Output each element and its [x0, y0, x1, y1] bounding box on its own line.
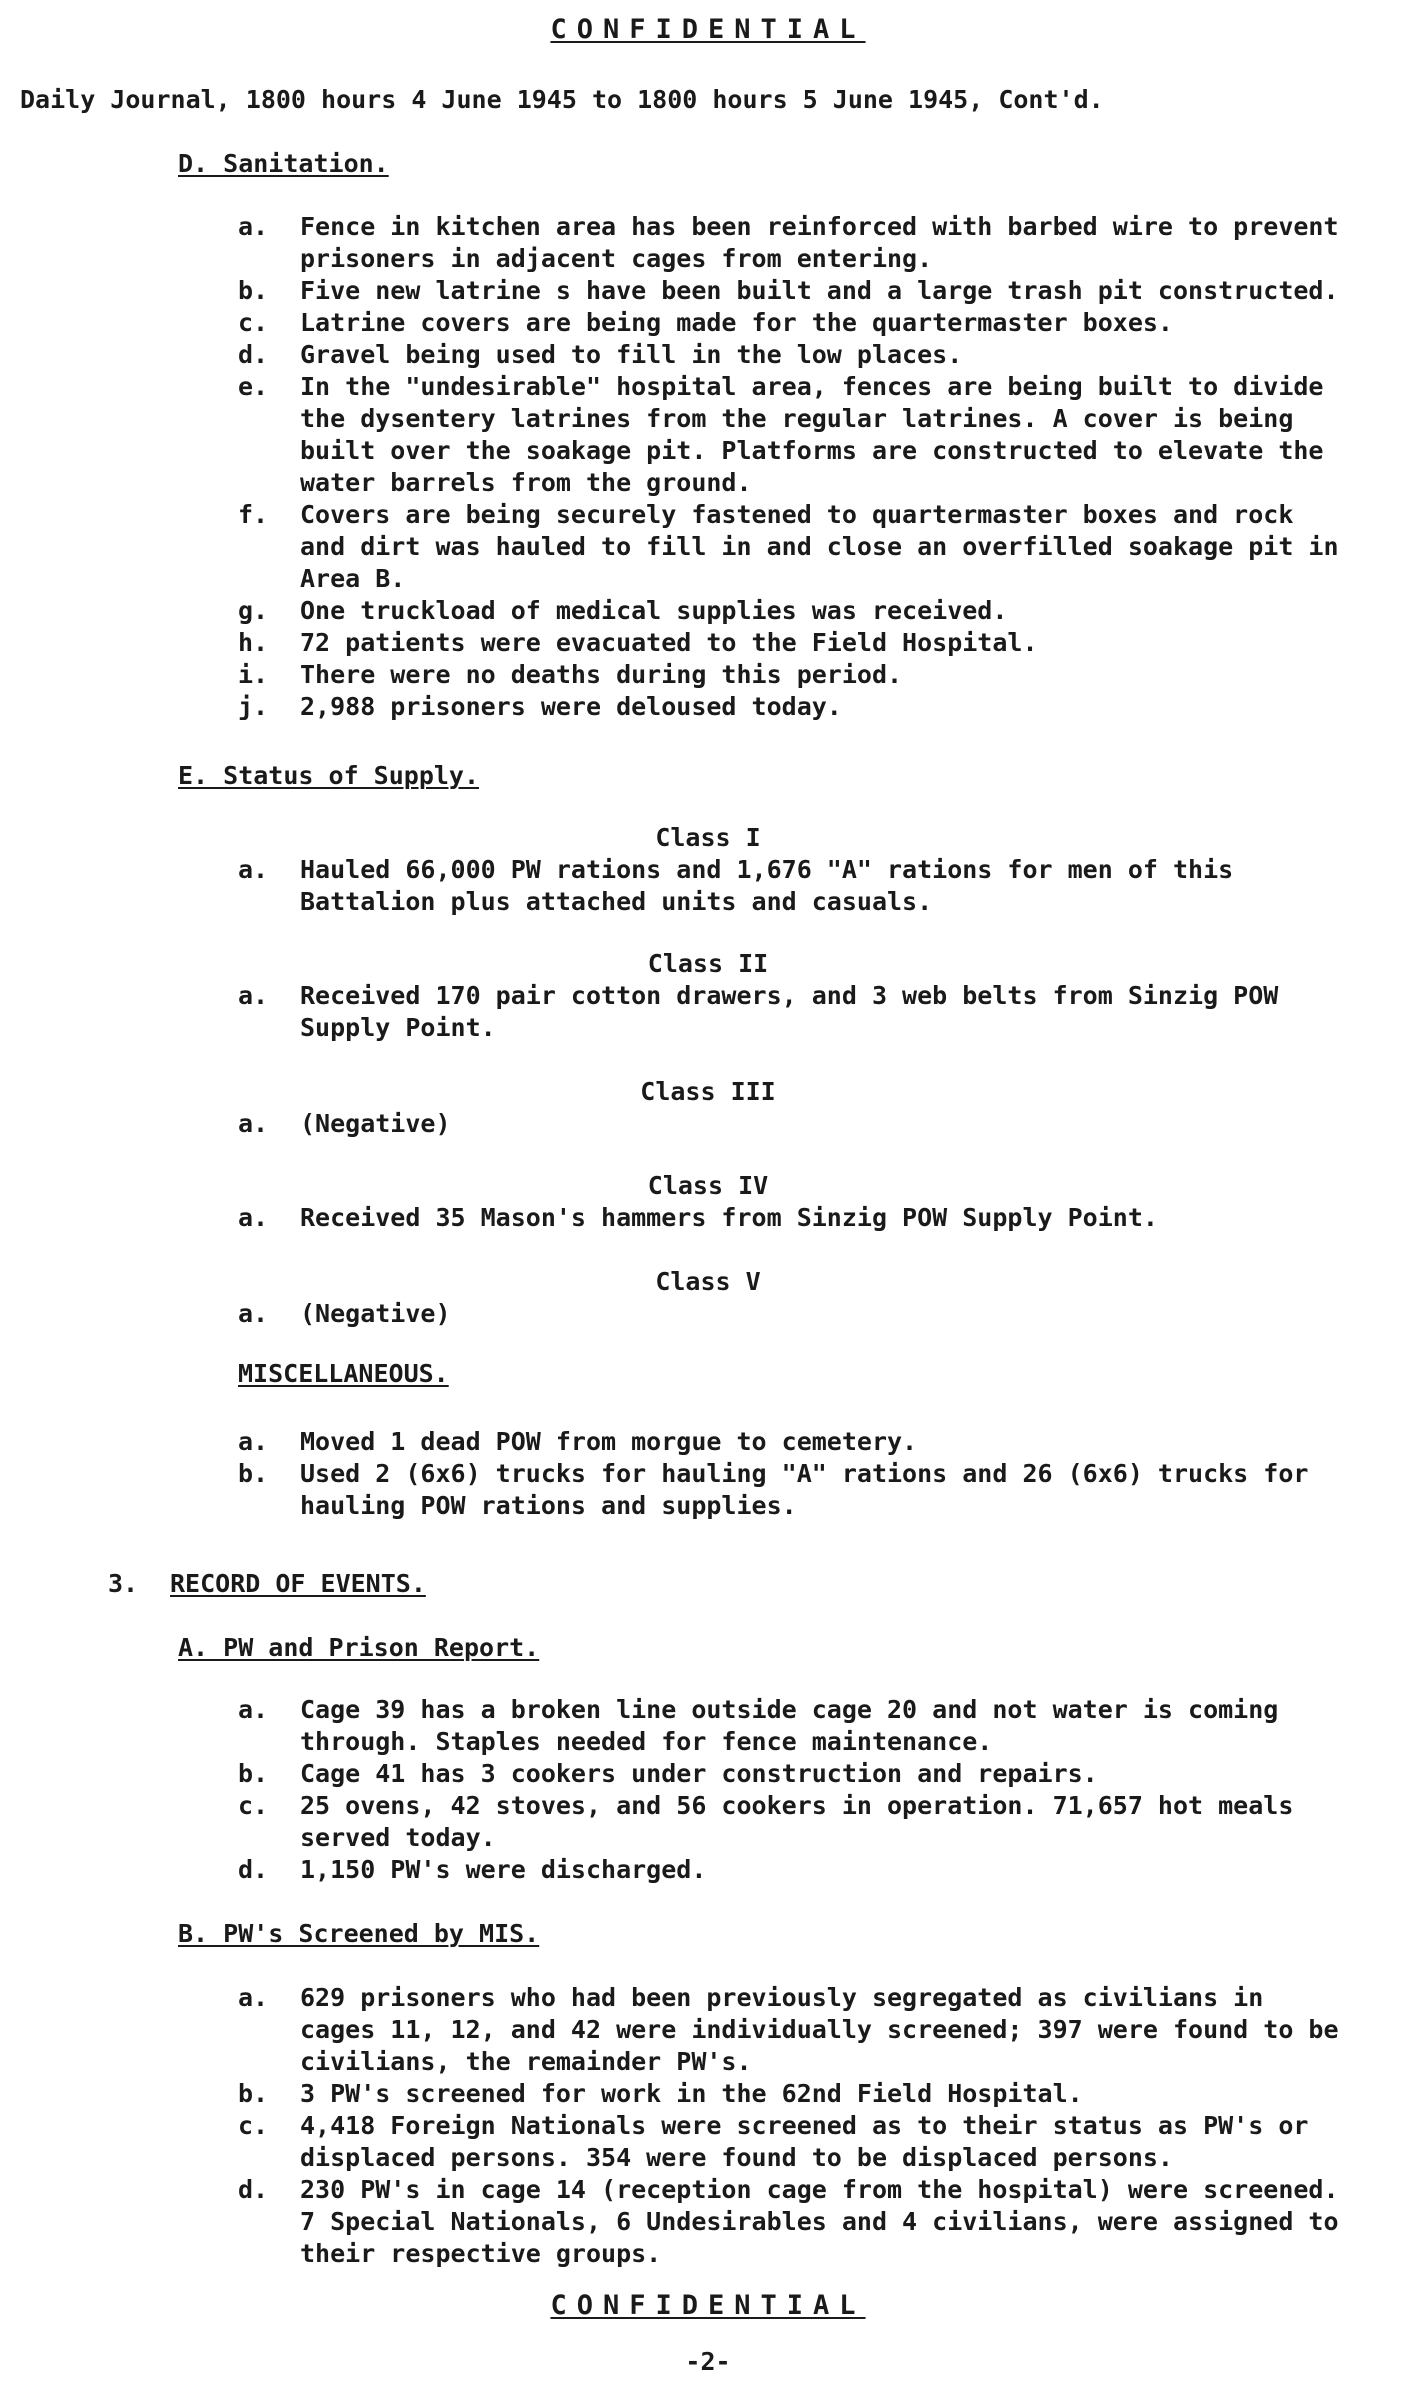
page-number: -2- — [685, 2347, 731, 2376]
classification-header: CONFIDENTIAL — [550, 14, 866, 45]
class-heading: Class II — [647, 949, 769, 978]
subsection-heading-screened: B. PW's Screened by MIS. — [178, 1919, 540, 1948]
class-heading: Class IV — [647, 1171, 769, 1200]
class-heading: Class I — [655, 823, 761, 852]
section-heading-sanitation: D. Sanitation. — [178, 149, 389, 178]
journal-line: Daily Journal, 1800 hours 4 June 1945 to 1800 hours 5 June 1945, Cont'd. — [20, 85, 1104, 114]
class-heading: Class III — [640, 1077, 776, 1106]
section-heading-events: RECORD OF EVENTS. — [170, 1569, 426, 1598]
section-number: 3. — [108, 1569, 139, 1598]
subsection-heading-pw-prison: A. PW and Prison Report. — [178, 1633, 540, 1662]
misc-heading: MISCELLANEOUS. — [238, 1359, 449, 1388]
document-page: CONFIDENTIAL Daily Journal, 1800 hours 4 June 1945 to 1800 hours 5 June 1945, Cont'd. D. Sanitation. a. Fence in kitchen area has been reinforced with barbed wire to prevent prisoners in adjacent cages from entering. b. Five new latrine s have been built and a large trash pit constructed. c. Latrine covers are being made for the quartermaster boxes. d. Gravel being used to fill in the low places. e. In the "undesirable" hospital area, fences are being built to divide the dysentery latrines from the regular latrines. A cover is being built over the soakage pit. Platforms are constructed to elevate the water barrels from the ground. f. Covers are being securely fastened to quartermaster boxes and rock and dirt was hauled to fill in and close an overfilled soakage pit in Area B. g. One truckload of medical supplies was received. h. 72 patients were evacuated to the Field Hospital. i. There were no deaths during this period. j. 2,988 prisoners were deloused today. E. Status of Supply. Class I a. Hauled 66,000 PW rations and 1,676 "A" rations for men of this Battalion plus attached units and casuals. Class II a. Received 170 pair cotton drawers, and 3 web belts from Sinzig POW Supply Point. Class III a. (Negative) Class IV a. Received 35 Mason's hammers from Sinzig POW Supply Point. Class V a. (Negative) MISCELLANEOUS. a. Moved 1 dead POW from morgue to cemetery. b. Used 2 (6x6) trucks for hauling "A" rations and 26 (6x6) trucks for hauling POW rations and supplies. 3. RECORD OF EVENTS. A. PW and Prison Report. a. Cage 39 has a broken line outside cage 20 and not water is coming through. Staples needed for fence maintenance. b. Cage 41 has 3 cookers under construction and repairs. c. 25 ovens, 42 stoves, and 56 cookers in operation. 71,657 hot meals served today. d. 1,150 PW's were discharged. B. PW's Screened by MIS. a. 629 prisoners who had been previously segregated as civilians in cages 11, 12, and 42 were individually screened; 397 were found to be civilians, the remainder PW's. b. 3 PW's screened for work in the 62nd Field Hospital. c. 4,418 Foreign Nationals were screened as to their status as PW's or displaced persons. 354 were found to be displaced persons. d. 230 PW's in cage 14 (reception cage from the hospital) were screened. 7 Special Nationals, 6 Undesirables and 4 civilians, were assigned to their respective groups. CONFIDENTIAL -2- — [0, 0, 1416, 2396]
class-heading: Class V — [655, 1267, 761, 1296]
classification-footer: CONFIDENTIAL — [550, 2290, 866, 2321]
section-heading-supply: E. Status of Supply. — [178, 761, 480, 790]
